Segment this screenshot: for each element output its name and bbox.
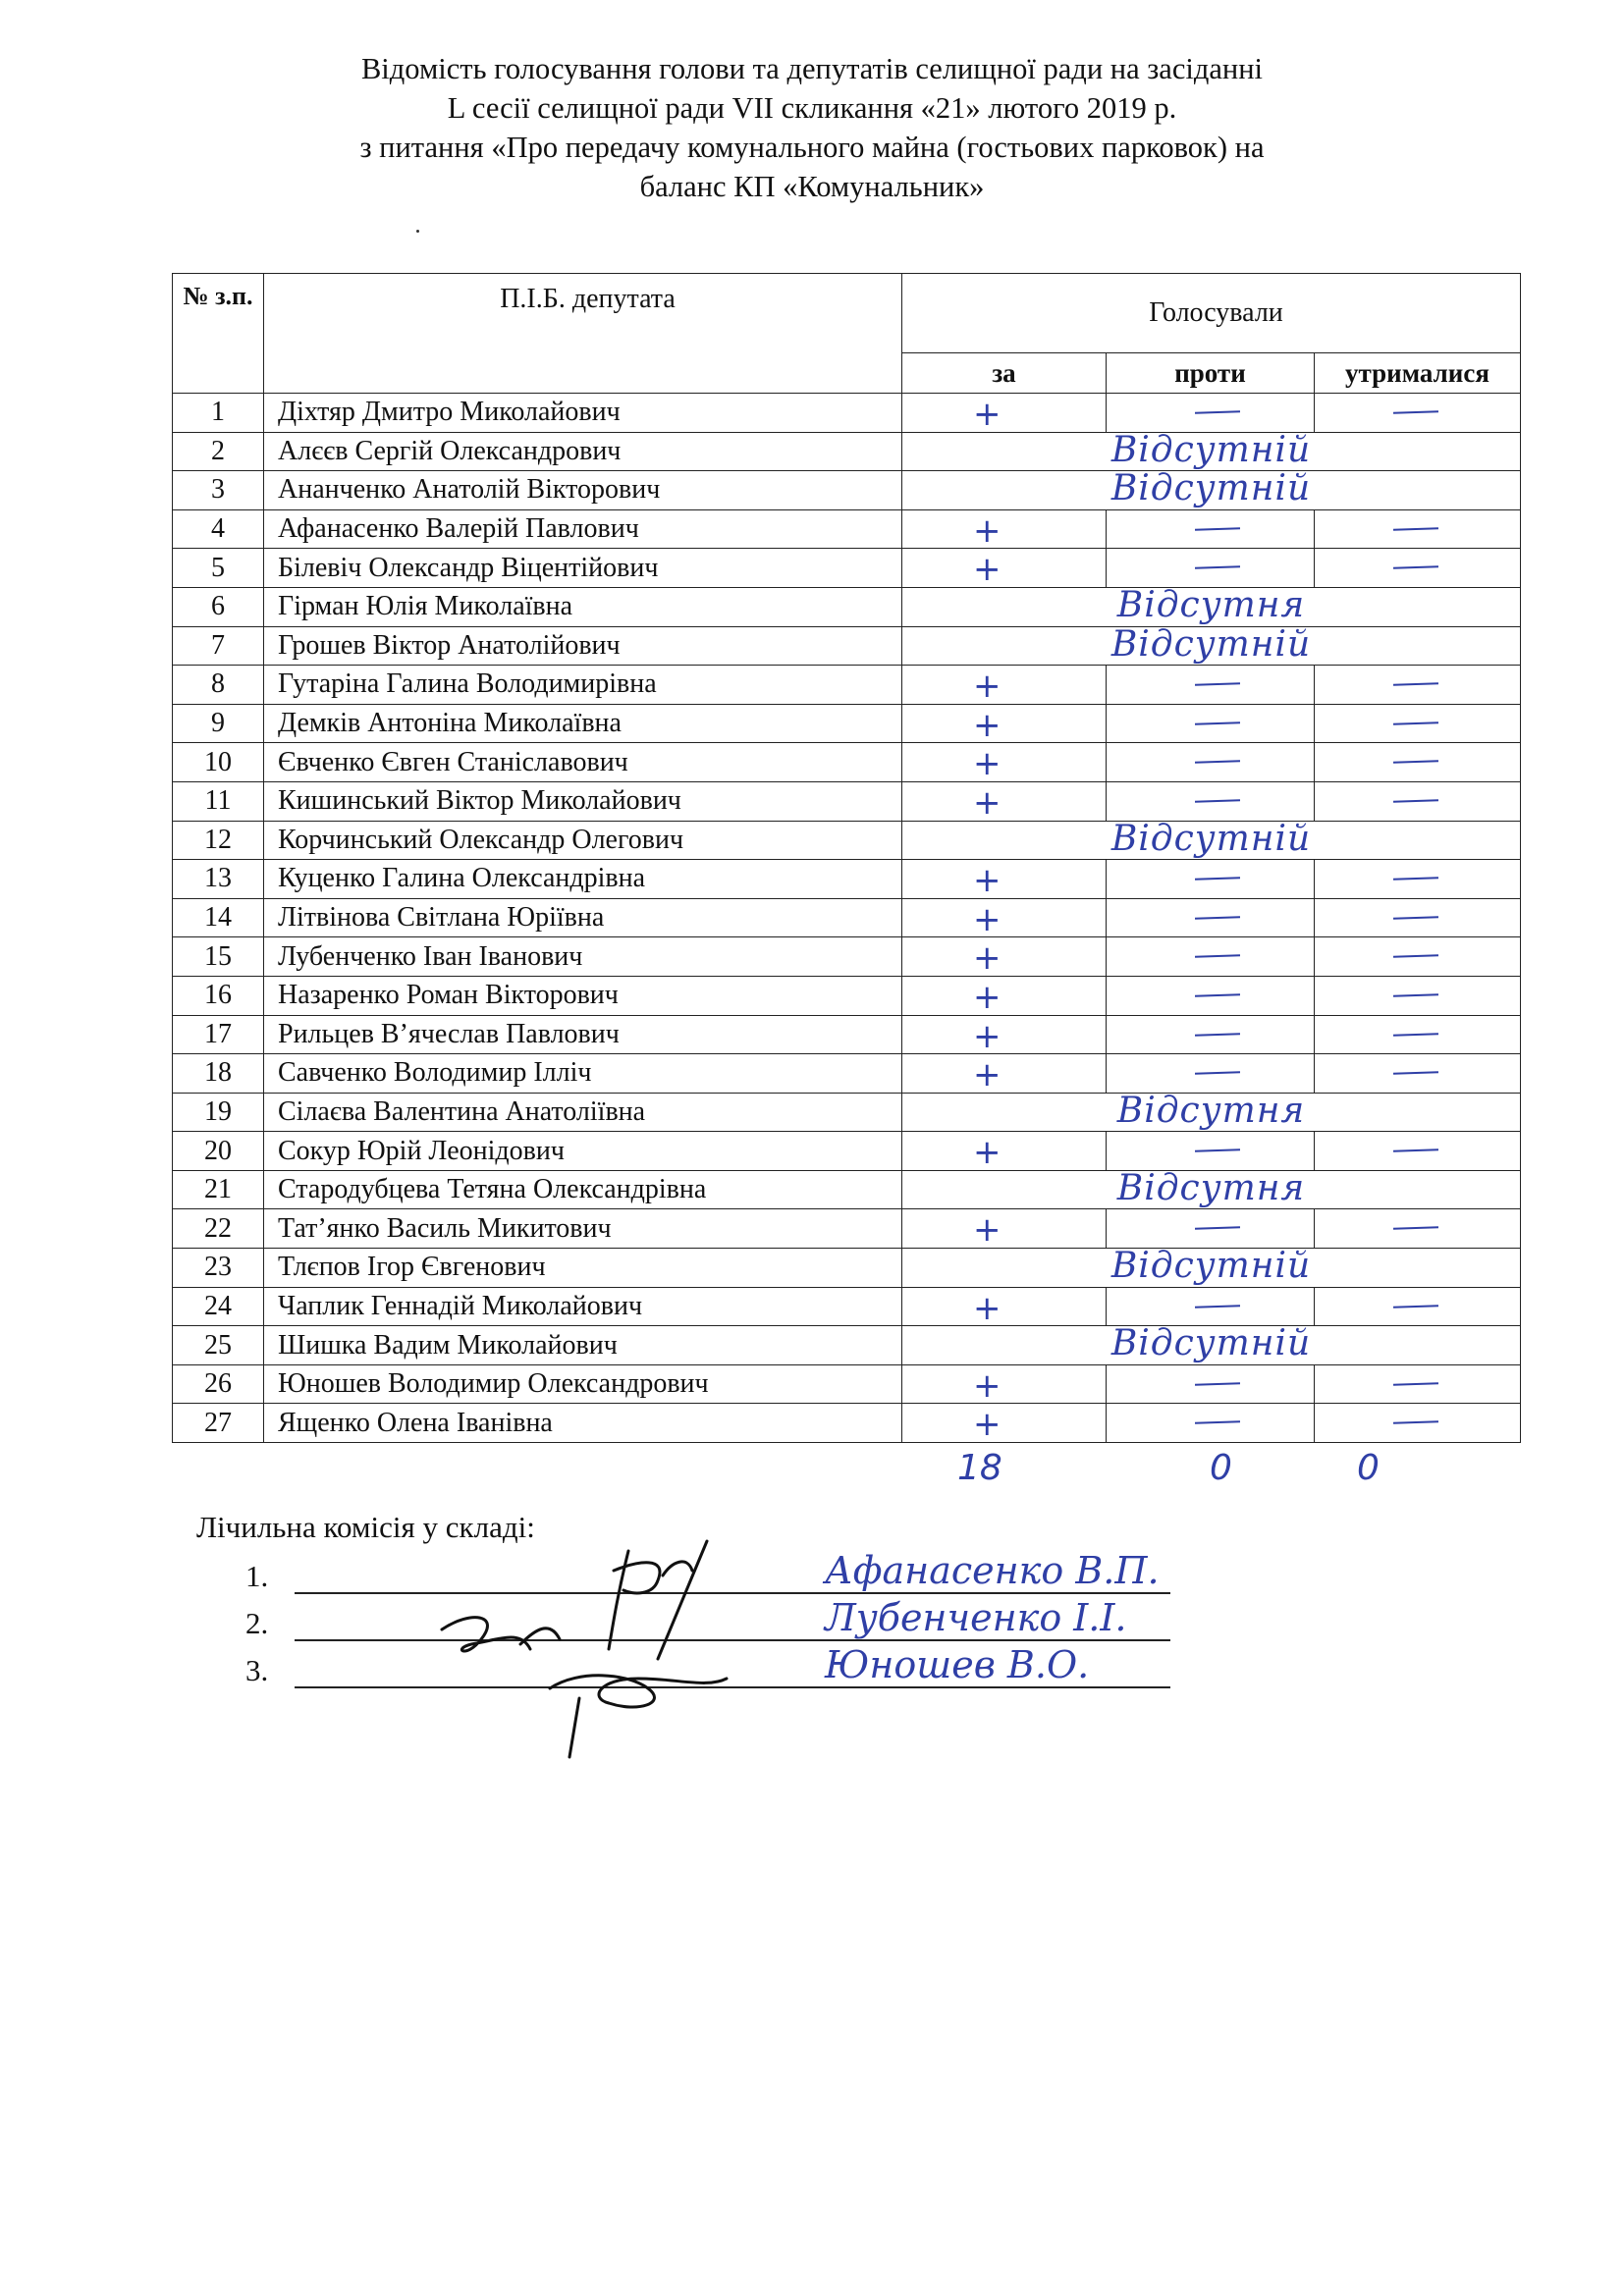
- row-number: 19: [173, 1093, 264, 1132]
- vote-utrymalysia-cell: [1315, 509, 1521, 549]
- vote-za-cell: [902, 1364, 1107, 1404]
- vote-plus-mark: +: [973, 1055, 1001, 1094]
- vote-utrymalysia-cell: [1315, 1054, 1521, 1094]
- row-number: 9: [173, 704, 264, 743]
- vote-za-cell: [902, 781, 1107, 821]
- dash-mark: [1393, 410, 1438, 414]
- commission-num: 1.: [245, 1559, 269, 1593]
- signature-line: [295, 1686, 1170, 1688]
- vote-za-cell: [902, 704, 1107, 743]
- row-number: 22: [173, 1209, 264, 1249]
- absent-cell: [902, 1093, 1521, 1132]
- dash-mark: [1195, 682, 1240, 686]
- row-number: 27: [173, 1404, 264, 1443]
- commission-member-name: Юношев В.О.: [825, 1643, 1090, 1686]
- row-number: 17: [173, 1015, 264, 1054]
- table-row: [173, 1170, 1521, 1209]
- vote-plus-mark: +: [973, 1365, 1001, 1404]
- deputy-name: Тат’янко Василь Микитович: [264, 1209, 902, 1249]
- total-proty: 0: [1210, 1448, 1232, 1488]
- vote-plus-mark: +: [973, 1016, 1001, 1054]
- vote-proty-cell: [1107, 1364, 1315, 1404]
- title-line-2: L сесії селищної ради VII скликання «21» лютого 2019 р.: [447, 91, 1177, 125]
- vote-plus-mark: +: [973, 550, 1001, 588]
- absent-note: Відсутня: [1116, 1093, 1306, 1131]
- table-row: [173, 666, 1521, 705]
- header-proty: проти: [1107, 353, 1315, 394]
- vote-plus-mark: +: [973, 977, 1001, 1015]
- commission-num: 3.: [245, 1653, 269, 1687]
- commission-member-1: [245, 1549, 1160, 1594]
- table-row: [173, 1015, 1521, 1054]
- table-row: [173, 821, 1521, 860]
- dash-mark: [1195, 1148, 1240, 1152]
- vote-proty-cell: [1107, 704, 1315, 743]
- vote-plus-mark: +: [973, 1210, 1001, 1249]
- commission-member-3: [245, 1643, 1090, 1688]
- row-number: 5: [173, 549, 264, 588]
- table-row: [173, 860, 1521, 899]
- absent-note: Відсутній: [1110, 626, 1312, 665]
- vote-utrymalysia-cell: [1315, 860, 1521, 899]
- row-number: 11: [173, 781, 264, 821]
- vote-utrymalysia-cell: [1315, 1287, 1521, 1326]
- absent-note: Відсутня: [1116, 1170, 1306, 1208]
- dash-mark: [1393, 527, 1438, 531]
- table-row: [173, 898, 1521, 937]
- row-number: 7: [173, 626, 264, 666]
- row-number: 10: [173, 743, 264, 782]
- absent-cell: [902, 471, 1521, 510]
- commission-member-name: Афанасенко В.П.: [825, 1549, 1160, 1592]
- row-number: 16: [173, 976, 264, 1015]
- vote-proty-cell: [1107, 898, 1315, 937]
- deputy-name: Гутаріна Галина Володимирівна: [264, 666, 902, 705]
- commission-label: Лічильна комісія у складі:: [196, 1510, 535, 1544]
- dash-mark: [1195, 1227, 1240, 1231]
- vote-za-cell: [902, 743, 1107, 782]
- dash-mark: [1195, 955, 1240, 959]
- table-row: [173, 937, 1521, 977]
- vote-plus-mark: +: [973, 861, 1001, 899]
- deputy-name: Ананченко Анатолій Вікторович: [264, 471, 902, 510]
- deputy-name: Тлєпов Ігор Євгенович: [264, 1249, 902, 1288]
- vote-utrymalysia-cell: [1315, 898, 1521, 937]
- row-number: 1: [173, 394, 264, 433]
- vote-plus-mark: +: [973, 899, 1001, 937]
- deputy-name: Гірман Юлія Миколаївна: [264, 587, 902, 626]
- vote-za-cell: [902, 1287, 1107, 1326]
- dash-mark: [1195, 1382, 1240, 1386]
- absent-cell: [902, 587, 1521, 626]
- table-row: [173, 743, 1521, 782]
- deputy-name: Алєєв Сергій Олександрович: [264, 432, 902, 471]
- table-row: [173, 1054, 1521, 1094]
- row-number: 12: [173, 821, 264, 860]
- dash-mark: [1393, 877, 1438, 881]
- header-name: П.І.Б. депутата: [264, 274, 902, 394]
- table-row: [173, 471, 1521, 510]
- deputy-name: Афанасенко Валерій Павлович: [264, 509, 902, 549]
- vote-za-cell: [902, 1132, 1107, 1171]
- vote-utrymalysia-cell: [1315, 781, 1521, 821]
- title-line-4: баланс КП «Комунальник»: [639, 170, 985, 203]
- absent-cell: [902, 432, 1521, 471]
- table-row: [173, 432, 1521, 471]
- dash-mark: [1393, 761, 1438, 765]
- deputy-name: Демків Антоніна Миколаївна: [264, 704, 902, 743]
- vote-plus-mark: +: [973, 782, 1001, 822]
- vote-utrymalysia-cell: [1315, 1015, 1521, 1054]
- vote-plus-mark: +: [973, 510, 1001, 549]
- absent-cell: [902, 1170, 1521, 1209]
- vote-utrymalysia-cell: [1315, 394, 1521, 433]
- title-line-1: Відомість голосування голови та депутатів селищної ради на засіданні: [360, 52, 1264, 85]
- vote-plus-mark: +: [973, 1405, 1001, 1443]
- dash-mark: [1195, 761, 1240, 765]
- vote-proty-cell: [1107, 937, 1315, 977]
- dash-mark: [1393, 1148, 1438, 1152]
- vote-utrymalysia-cell: [1315, 1132, 1521, 1171]
- vote-utrymalysia-cell: [1315, 743, 1521, 782]
- deputy-name: Стародубцева Тетяна Олександрівна: [264, 1170, 902, 1209]
- deputy-name: Юношев Володимир Олександрович: [264, 1364, 902, 1404]
- absent-cell: [902, 821, 1521, 860]
- document-title: [0, 49, 1624, 206]
- vote-za-cell: [902, 898, 1107, 937]
- row-number: 23: [173, 1249, 264, 1288]
- deputy-name: Грошев Віктор Анатолійович: [264, 626, 902, 666]
- header-voted: Голосували: [902, 274, 1521, 353]
- vote-proty-cell: [1107, 1287, 1315, 1326]
- vote-plus-mark: +: [973, 395, 1001, 433]
- vote-proty-cell: [1107, 1015, 1315, 1054]
- row-number: 24: [173, 1287, 264, 1326]
- vote-za-cell: [902, 976, 1107, 1015]
- vote-plus-mark: +: [973, 667, 1001, 705]
- vote-plus-mark: +: [973, 938, 1001, 977]
- dash-mark: [1195, 1305, 1240, 1308]
- table-row: [173, 1364, 1521, 1404]
- absent-cell: [902, 626, 1521, 666]
- row-number: 14: [173, 898, 264, 937]
- row-number: 18: [173, 1054, 264, 1094]
- vote-proty-cell: [1107, 860, 1315, 899]
- header-za: за: [902, 353, 1107, 394]
- signature-line: [295, 1592, 1170, 1594]
- vote-proty-cell: [1107, 743, 1315, 782]
- table-row: [173, 1287, 1521, 1326]
- voting-table: [172, 273, 1521, 1443]
- total-za: 18: [957, 1448, 1002, 1488]
- row-number: 25: [173, 1326, 264, 1365]
- vote-proty-cell: [1107, 781, 1315, 821]
- absent-note: Відсутній: [1110, 432, 1312, 470]
- table-row: [173, 976, 1521, 1015]
- vote-proty-cell: [1107, 394, 1315, 433]
- dash-mark: [1195, 566, 1240, 570]
- table-row: [173, 781, 1521, 821]
- dash-mark: [1195, 527, 1240, 531]
- dash-mark: [1393, 955, 1438, 959]
- absent-note: Відсутня: [1116, 587, 1306, 625]
- vote-za-cell: [902, 1209, 1107, 1249]
- table-row: [173, 1404, 1521, 1443]
- vote-utrymalysia-cell: [1315, 1209, 1521, 1249]
- vote-proty-cell: [1107, 1132, 1315, 1171]
- dash-mark: [1393, 1227, 1438, 1231]
- deputy-name: Корчинський Олександр Олегович: [264, 821, 902, 860]
- absent-note: Відсутній: [1110, 470, 1312, 509]
- dash-mark: [1393, 566, 1438, 570]
- row-number: 13: [173, 860, 264, 899]
- table-row: [173, 1209, 1521, 1249]
- header-utrymalysia: утрималися: [1315, 353, 1521, 394]
- title-line-3: з питання «Про передачу комунального майна (гостьових парковок) на: [359, 131, 1265, 164]
- dash-mark: [1195, 916, 1240, 920]
- commission-member-name: Лубенченко І.І.: [825, 1596, 1127, 1639]
- table-row: [173, 704, 1521, 743]
- signature-line: [295, 1639, 1170, 1641]
- deputy-name: Кишинський Віктор Миколайович: [264, 781, 902, 821]
- row-number: 21: [173, 1170, 264, 1209]
- table-row: [173, 626, 1521, 666]
- deputy-name: Савченко Володимир Ілліч: [264, 1054, 902, 1094]
- deputy-name: Чаплик Геннадій Миколайович: [264, 1287, 902, 1326]
- table-row: [173, 1132, 1521, 1171]
- dash-mark: [1393, 682, 1438, 686]
- dash-mark: [1393, 721, 1438, 725]
- row-number: 4: [173, 509, 264, 549]
- vote-proty-cell: [1107, 1209, 1315, 1249]
- dash-mark: [1195, 410, 1240, 414]
- header-num: № з.п.: [173, 274, 264, 394]
- absent-note: Відсутній: [1110, 821, 1312, 859]
- vote-plus-mark: +: [973, 744, 1001, 782]
- dash-mark: [1195, 1033, 1240, 1037]
- row-number: 3: [173, 471, 264, 510]
- table-row: [173, 587, 1521, 626]
- absent-note: Відсутній: [1110, 1325, 1312, 1364]
- dash-mark: [1393, 1033, 1438, 1037]
- table-row: [173, 394, 1521, 433]
- table-row: [173, 1093, 1521, 1132]
- vote-proty-cell: [1107, 1404, 1315, 1443]
- vote-utrymalysia-cell: [1315, 549, 1521, 588]
- vote-plus-mark: +: [973, 705, 1001, 743]
- absent-cell: [902, 1249, 1521, 1288]
- deputy-name: Куценко Галина Олександрівна: [264, 860, 902, 899]
- table-row: [173, 549, 1521, 588]
- voting-table-body: [173, 394, 1521, 1443]
- table-row: [173, 1249, 1521, 1288]
- deputy-name: Назаренко Роман Вікторович: [264, 976, 902, 1015]
- dash-mark: [1393, 1071, 1438, 1075]
- vote-plus-mark: +: [973, 1133, 1001, 1171]
- row-number: 8: [173, 666, 264, 705]
- row-number: 6: [173, 587, 264, 626]
- vote-za-cell: [902, 549, 1107, 588]
- stray-dot: [416, 230, 419, 233]
- vote-za-cell: [902, 860, 1107, 899]
- dash-mark: [1393, 1305, 1438, 1308]
- row-number: 20: [173, 1132, 264, 1171]
- table-row: [173, 1326, 1521, 1365]
- deputy-name: Сілаєва Валентина Анатоліївна: [264, 1093, 902, 1132]
- deputy-name: Шишка Вадим Миколайович: [264, 1326, 902, 1365]
- dash-mark: [1195, 721, 1240, 725]
- dash-mark: [1195, 877, 1240, 881]
- deputy-name: Ященко Олена Іванівна: [264, 1404, 902, 1443]
- vote-proty-cell: [1107, 1054, 1315, 1094]
- vote-za-cell: [902, 1404, 1107, 1443]
- absent-cell: [902, 1326, 1521, 1365]
- dash-mark: [1393, 1382, 1438, 1386]
- absent-note: Відсутній: [1110, 1248, 1312, 1287]
- vote-utrymalysia-cell: [1315, 937, 1521, 977]
- deputy-name: Рильцев В’ячеслав Павлович: [264, 1015, 902, 1054]
- vote-za-cell: [902, 509, 1107, 549]
- vote-utrymalysia-cell: [1315, 976, 1521, 1015]
- row-number: 15: [173, 937, 264, 977]
- vote-za-cell: [902, 937, 1107, 977]
- deputy-name: Літвінова Світлана Юріївна: [264, 898, 902, 937]
- vote-proty-cell: [1107, 509, 1315, 549]
- vote-proty-cell: [1107, 666, 1315, 705]
- dash-mark: [1393, 1421, 1438, 1425]
- vote-proty-cell: [1107, 976, 1315, 1015]
- vote-plus-mark: +: [973, 1288, 1001, 1326]
- dash-mark: [1393, 993, 1438, 997]
- dash-mark: [1393, 799, 1438, 803]
- commission-member-2: [245, 1596, 1127, 1641]
- dash-mark: [1195, 993, 1240, 997]
- deputy-name: Сокур Юрій Леонідович: [264, 1132, 902, 1171]
- vote-utrymalysia-cell: [1315, 1364, 1521, 1404]
- vote-za-cell: [902, 1054, 1107, 1094]
- vote-za-cell: [902, 1015, 1107, 1054]
- vote-za-cell: [902, 666, 1107, 705]
- vote-utrymalysia-cell: [1315, 666, 1521, 705]
- table-row: [173, 509, 1521, 549]
- dash-mark: [1195, 1071, 1240, 1075]
- commission-num: 2.: [245, 1606, 269, 1640]
- vote-utrymalysia-cell: [1315, 704, 1521, 743]
- deputy-name: Лубенченко Іван Іванович: [264, 937, 902, 977]
- row-number: 26: [173, 1364, 264, 1404]
- total-utrymalysia: 0: [1357, 1448, 1380, 1488]
- deputy-name: Євченко Євген Станіславович: [264, 743, 902, 782]
- dash-mark: [1393, 916, 1438, 920]
- deputy-name: Діхтяр Дмитро Миколайович: [264, 394, 902, 433]
- vote-za-cell: [902, 394, 1107, 433]
- vote-proty-cell: [1107, 549, 1315, 588]
- dash-mark: [1195, 799, 1240, 803]
- deputy-name: Білевіч Олександр Віцентійович: [264, 549, 902, 588]
- dash-mark: [1195, 1421, 1240, 1425]
- row-number: 2: [173, 432, 264, 471]
- vote-utrymalysia-cell: [1315, 1404, 1521, 1443]
